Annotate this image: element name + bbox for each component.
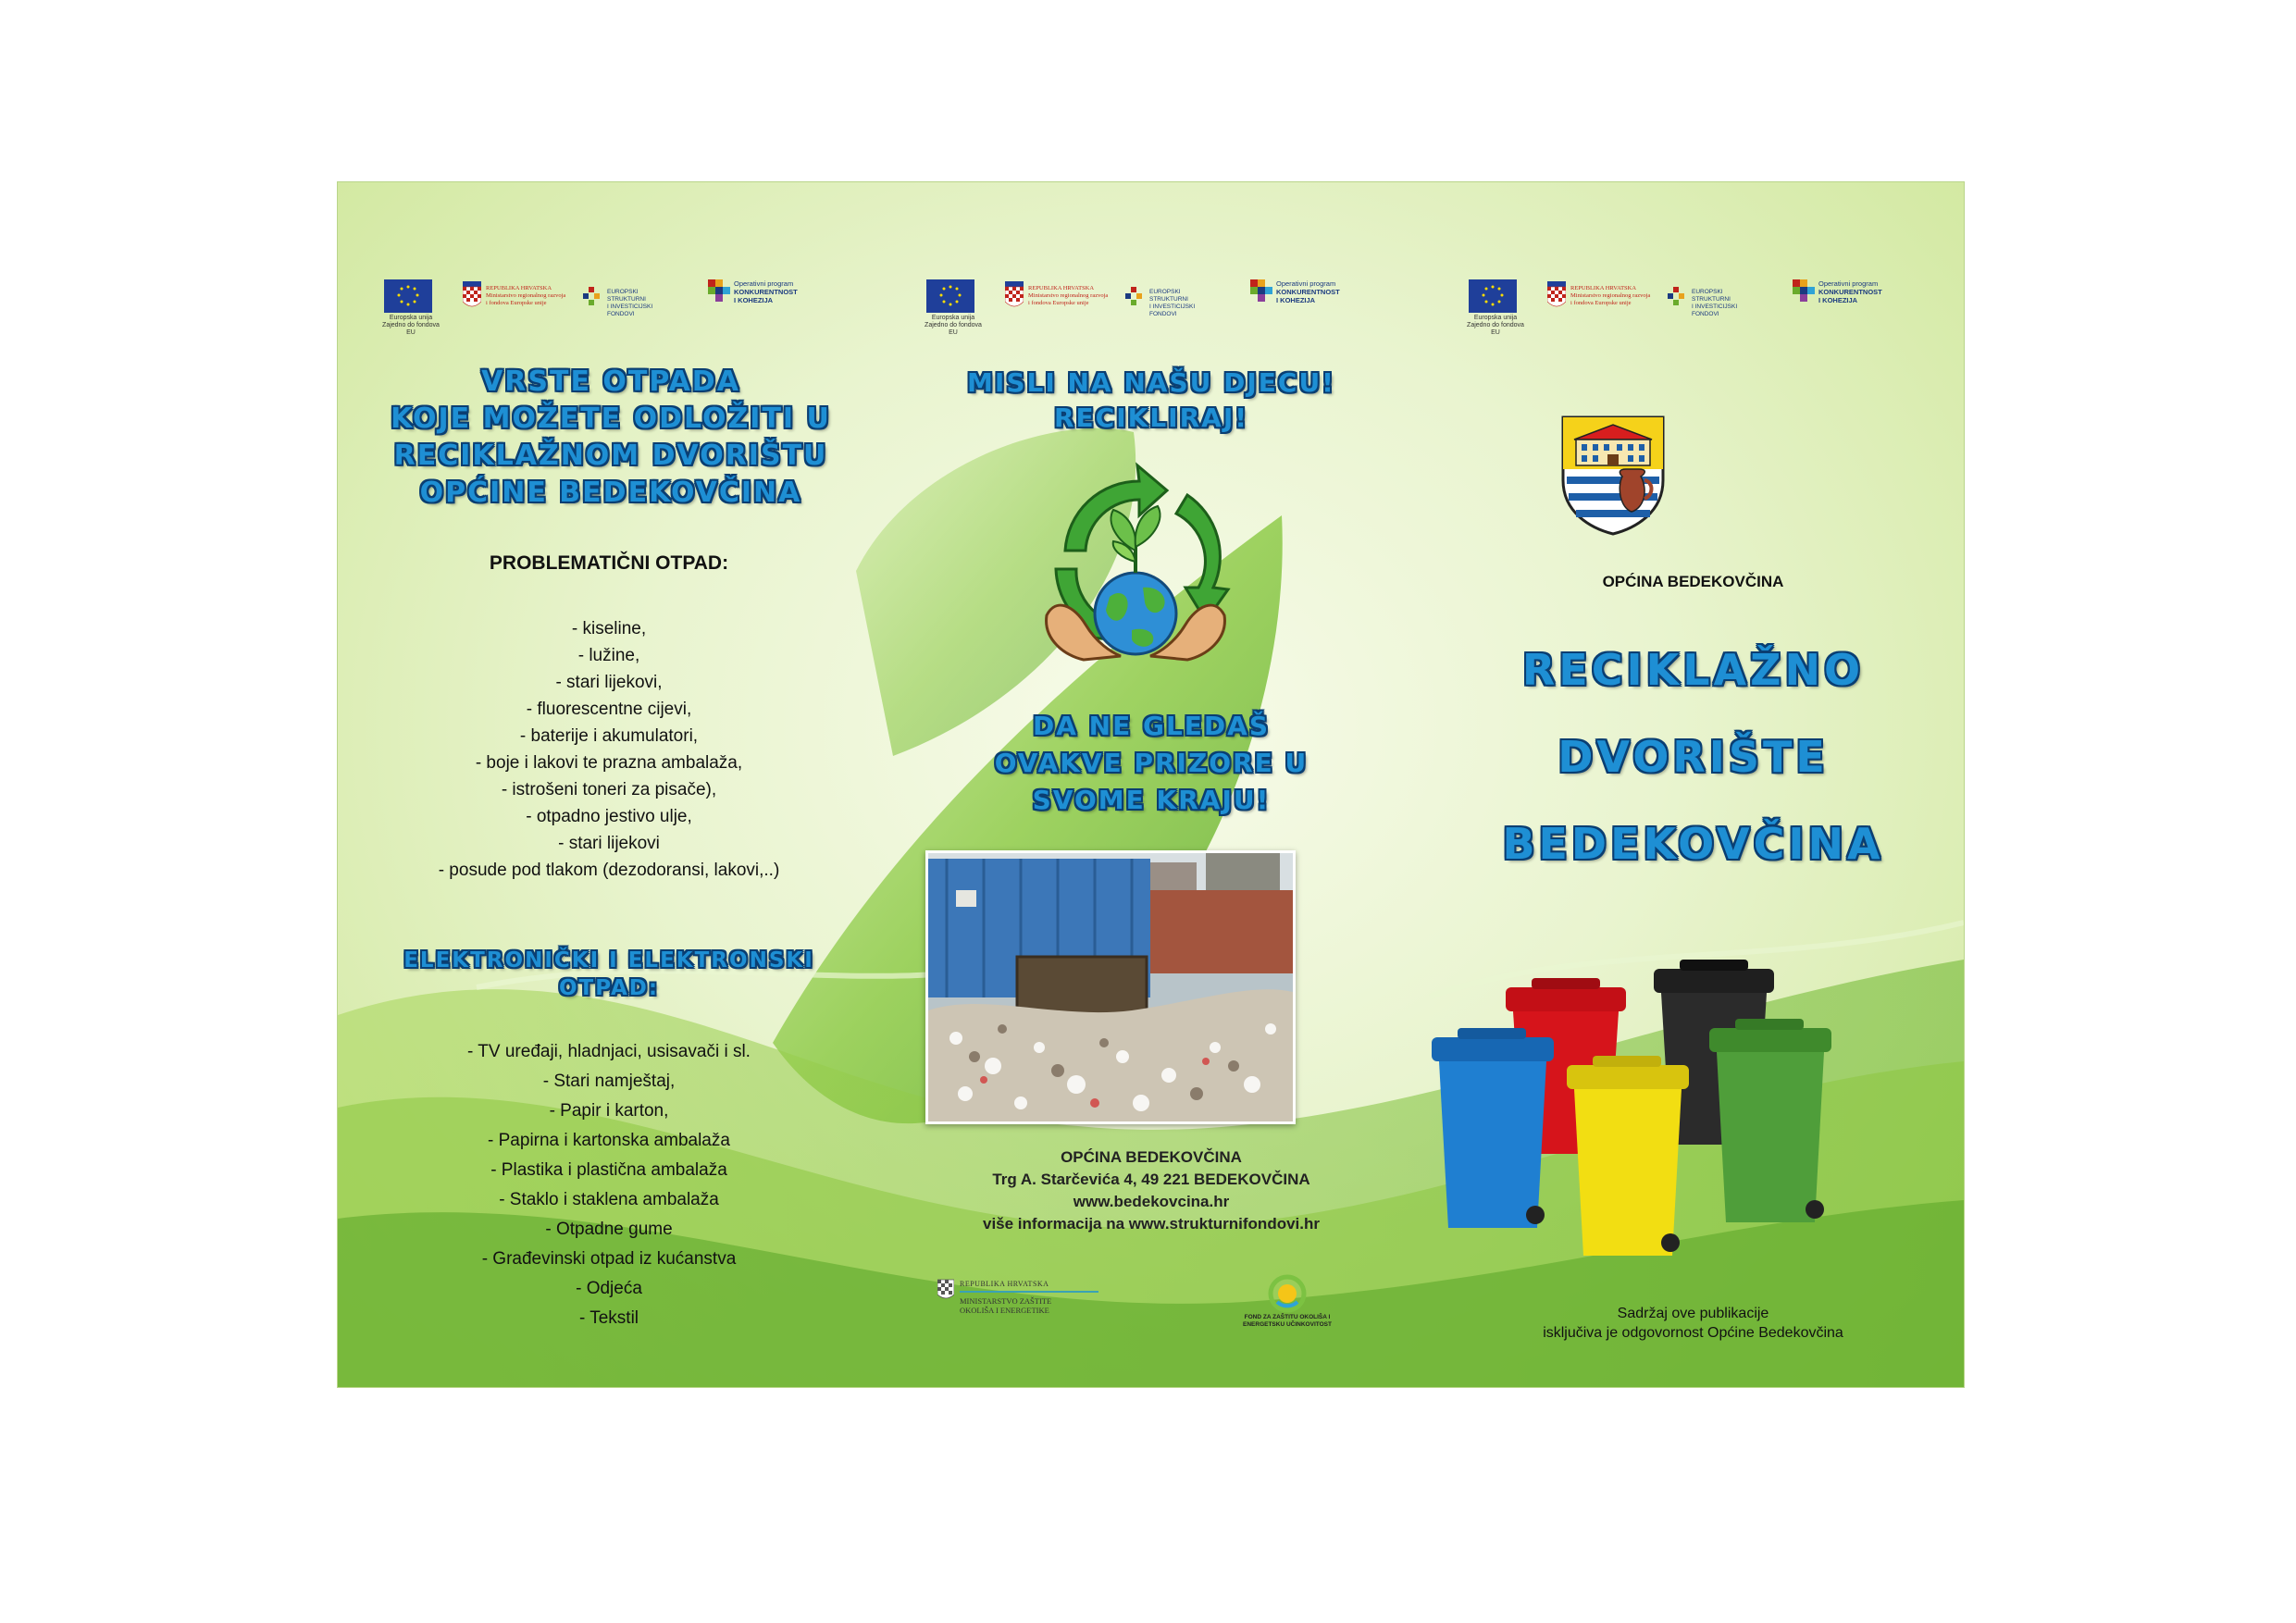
slogan-line: OVAKVE PRIZORE U [994,748,1309,778]
list-item: - istrošeni toneri za pisače), [501,780,717,799]
op-line1: Operativni program [734,279,794,288]
op-line3: I KOHEZIJA [1818,296,1858,304]
list-item: - fluorescentne cijevi, [526,700,692,719]
contact-organisation: OPĆINA BEDEKOVČINA [1061,1148,1242,1166]
contact-block [880,1146,1422,1235]
esif-text: EUROPSKI STRUKTURNI I INVESTICIJSKI FONDOVI [1149,289,1196,317]
esif-icon [1666,285,1688,307]
panel-right [1422,182,1964,1387]
eu-flag-icon [926,279,974,313]
list-item: - TV uređaji, hladnjaci, usisavači i sl. [467,1042,751,1061]
ministry-rh-text: REPUBLIKA HRVATSKA [960,1280,1049,1288]
ministry-regional-text: REPUBLIKA HRVATSKA Ministarstvo regionalnog razvoja i fondova Europske unije [486,285,566,306]
operational-programme-icon [708,279,730,302]
eu-caption: Europska unija Zajedno do fondova EU [925,315,982,336]
disclaimer [1422,1304,1964,1343]
operational-programme-icon [1250,279,1272,302]
op-line2: KONKURENTNOST [1276,288,1340,296]
disclaimer-line: isključiva je odgovornost Općine Bedekovčina [1543,1325,1843,1341]
list-item: - Papirna i kartonska ambalaža [488,1131,730,1150]
esif-icon [581,285,603,307]
list-item: - Papir i karton, [549,1101,669,1121]
list-item: - Stari namještaj, [542,1072,676,1091]
funding-logo-bar [382,279,847,336]
list-item: - kiseline, [571,619,647,638]
op-line1: Operativni program [1276,279,1336,288]
ministry-name-text: MINISTARSTVO ZAŠTITE OKOLIŠA I ENERGETIKE [960,1296,1052,1315]
right-title-line: DVORIŠTE [1558,732,1829,782]
eu-flag-icon [1469,279,1517,313]
problematic-waste-list [338,615,880,884]
right-title-line: RECIKLAŽNO [1521,645,1865,695]
slogan-line: DA NE GLEDAŠ [1033,711,1270,741]
left-title [366,364,856,512]
list-item: - stari lijekovi [558,834,660,853]
municipality-name: OPĆINA BEDEKOVČINA [1602,573,1784,590]
slogan-line: RECIKLIRAJ! [1053,403,1249,433]
list-item: - stari lijekovi, [555,673,663,692]
esif-icon [1123,285,1146,307]
funding-logo-bar [1467,279,1931,336]
ministry-regional-text: REPUBLIKA HRVATSKA Ministarstvo regionalnog razvoja i fondova Europske unije [1570,285,1651,306]
operational-programme-text [734,279,836,304]
problematic-waste-title: PROBLEMATIČNI OTPAD: [489,552,729,574]
panel-middle [880,182,1422,1387]
panel-left [338,182,880,1387]
slogan-line: MISLI NA NAŠU DJECU! [967,367,1335,398]
left-title-line: KOJE MOŽETE ODLOŽITI U [391,403,831,435]
operational-programme-text [1818,279,1920,304]
left-title-line: VRSTE OTPADA [481,365,740,398]
list-item: - boje i lakovi te prazna ambalaža, [475,753,743,773]
slogan-scenes [908,708,1395,819]
list-item: - Otpadne gume [545,1220,673,1239]
list-item: - otpadno jestivo ulje, [526,807,692,826]
municipality-coat-of-arms-icon [1561,415,1665,536]
funding-logo-bar [925,279,1389,336]
contact-more-info[interactable]: više informacija na www.strukturnifondovi.hr [983,1215,1320,1233]
elec-title-line: OTPAD: [558,976,660,1000]
croatian-coat-of-arms-icon [463,281,481,311]
contact-address: Trg A. Starčevića 4, 49 221 BEDEKOVČINA [992,1171,1310,1188]
esif-text: EUROPSKI STRUKTURNI I INVESTICIJSKI FONDOVI [607,289,653,317]
croatian-coat-of-arms-icon [1005,281,1024,311]
operational-programme-icon [1793,279,1815,302]
op-line3: I KOHEZIJA [734,296,774,304]
green-bin-icon [1709,1019,1831,1222]
elec-title-line: ELEKTRONIČKI I ELEKTRONSKI [403,948,814,973]
operational-programme-text [1276,279,1378,304]
blue-bin-icon [1432,1028,1554,1228]
croatian-coat-of-arms-icon [1547,281,1566,311]
recycle-earth-hands-icon [1028,458,1243,671]
electronic-waste-list [338,1037,880,1333]
fund-sun-icon [1268,1274,1307,1313]
electronic-waste-title [375,947,843,1002]
op-line3: I KOHEZIJA [1276,296,1316,304]
ministry-divider [960,1291,1098,1293]
op-line2: KONKURENTNOST [734,288,798,296]
eu-caption: Europska unija Zajedno do fondova EU [382,315,440,336]
esif-text: EUROPSKI STRUKTURNI I INVESTICIJSKI FONDOVI [1692,289,1738,317]
list-item: - baterije i akumulatori, [519,726,699,746]
op-line2: KONKURENTNOST [1818,288,1882,296]
list-item: - Plastika i plastična ambalaža [490,1160,727,1180]
yellow-bin-icon [1567,1056,1689,1256]
right-title-line: BEDEKOVČINA [1502,819,1884,869]
left-title-line: OPĆINE BEDEKOVČINA [419,477,802,509]
op-line1: Operativni program [1818,279,1879,288]
eu-caption: Europska unija Zajedno do fondova EU [1467,315,1524,336]
recycling-bins-illustration [1422,960,1964,1265]
eu-flag-icon [384,279,432,313]
fund-name-text: FOND ZA ZAŠTITU OKOLIŠA I ENERGETSKU UČINKOVITOST [1243,1314,1332,1328]
ministry-environment-logo [937,1278,1123,1333]
contact-website[interactable]: www.bedekovcina.hr [1073,1193,1230,1210]
environment-fund-logo [1222,1274,1352,1330]
slogan-think-of-children [899,365,1404,436]
right-title [1422,626,1964,887]
illegal-dump-photo [925,850,1296,1124]
list-item: - Staklo i staklena ambalaža [499,1190,719,1209]
left-title-line: RECIKLAŽNOM DVORIŠTU [393,440,828,472]
list-item: - Tekstil [578,1308,639,1328]
list-item: - posude pod tlakom (dezodoransi, lakovi,..) [438,861,780,880]
croatian-coat-of-arms-icon [937,1278,954,1302]
disclaimer-line: Sadržaj ove publikacije [1617,1306,1769,1321]
list-item: - Odjeća [576,1279,642,1298]
list-item: - Građevinski otpad iz kućanstva [481,1249,737,1269]
slogan-line: SVOME KRAJU! [1032,785,1271,815]
ministry-regional-text: REPUBLIKA HRVATSKA Ministarstvo regionalnog razvoja i fondova Europske unije [1028,285,1109,306]
brochure [337,181,1965,1388]
list-item: - lužine, [577,646,640,665]
